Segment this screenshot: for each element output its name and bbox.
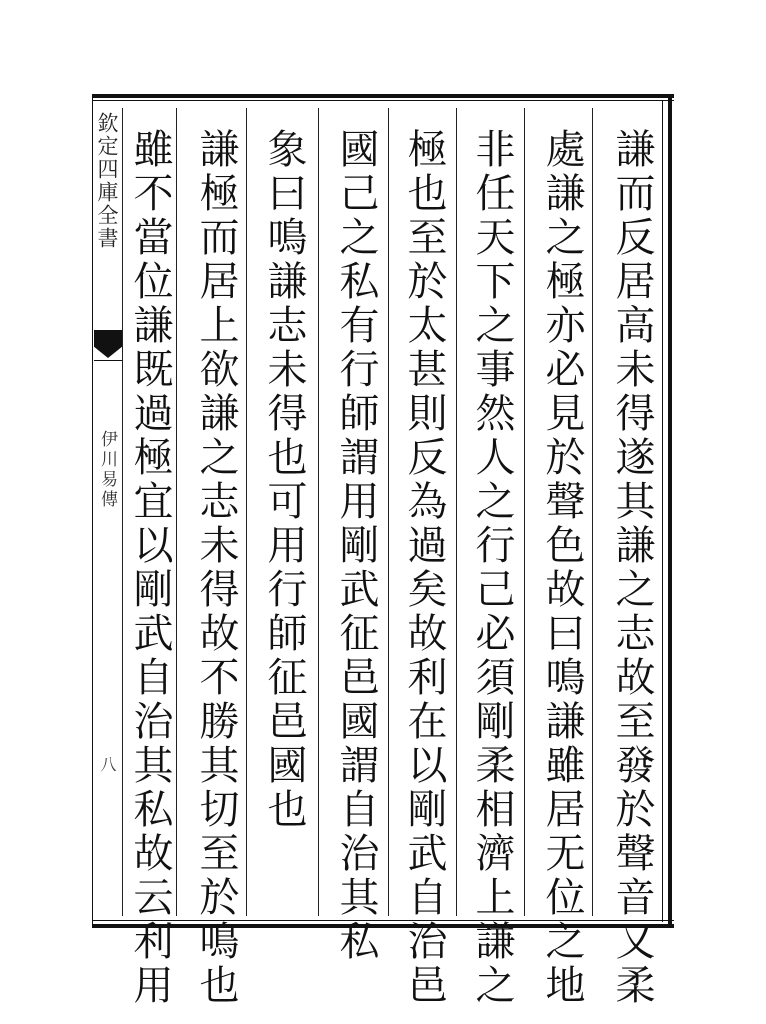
text-column-7: 謙極而居上欲謙之志未得故不勝其切至於鳴也 bbox=[193, 128, 239, 1008]
frame-left-border bbox=[92, 94, 93, 928]
frame-bottom-inner-border bbox=[92, 920, 674, 921]
margin-collection-title: 欽定四庫全書 bbox=[95, 112, 119, 250]
column-separator-line bbox=[524, 108, 525, 916]
text-column-5: 國己之私有行師謂用剛武征邑國謂自治其私 bbox=[333, 128, 379, 964]
column-separator-line bbox=[318, 108, 319, 916]
fishtail-divider bbox=[94, 360, 122, 361]
frame-right-inner-border bbox=[662, 100, 663, 922]
text-column-3: 非任天下之事然人之行己必須剛柔相濟上謙之 bbox=[469, 128, 515, 1008]
column-separator-line bbox=[388, 108, 389, 916]
text-column-1: 謙而反居高未得遂其謙之志故至發於聲音又柔 bbox=[609, 128, 655, 1008]
frame-bottom-border bbox=[92, 924, 674, 928]
margin-separator-line bbox=[122, 108, 123, 916]
frame-top-border bbox=[92, 94, 674, 98]
column-separator-line bbox=[176, 108, 177, 916]
text-column-8: 雖不當位謙既過極宜以剛武自治其私故云利用 bbox=[127, 128, 173, 1008]
text-column-6: 象曰鳴謙志未得也可用行師征邑國也 bbox=[261, 128, 307, 832]
column-separator-line bbox=[592, 108, 593, 916]
column-separator-line bbox=[456, 108, 457, 916]
frame-top-inner-border bbox=[92, 100, 674, 101]
frame-right-border bbox=[668, 94, 672, 928]
fishtail-mark-icon bbox=[94, 330, 122, 358]
margin-book-title: 伊川易傳 bbox=[97, 430, 117, 510]
text-column-2: 處謙之極亦必見於聲色故曰鳴謙雖居无位之地 bbox=[539, 128, 585, 1008]
text-column-4: 極也至於太甚則反為過矣故利在以剛武自治邑 bbox=[401, 128, 447, 1008]
column-separator-line bbox=[246, 108, 247, 916]
margin-page-number: 八 bbox=[98, 756, 117, 772]
